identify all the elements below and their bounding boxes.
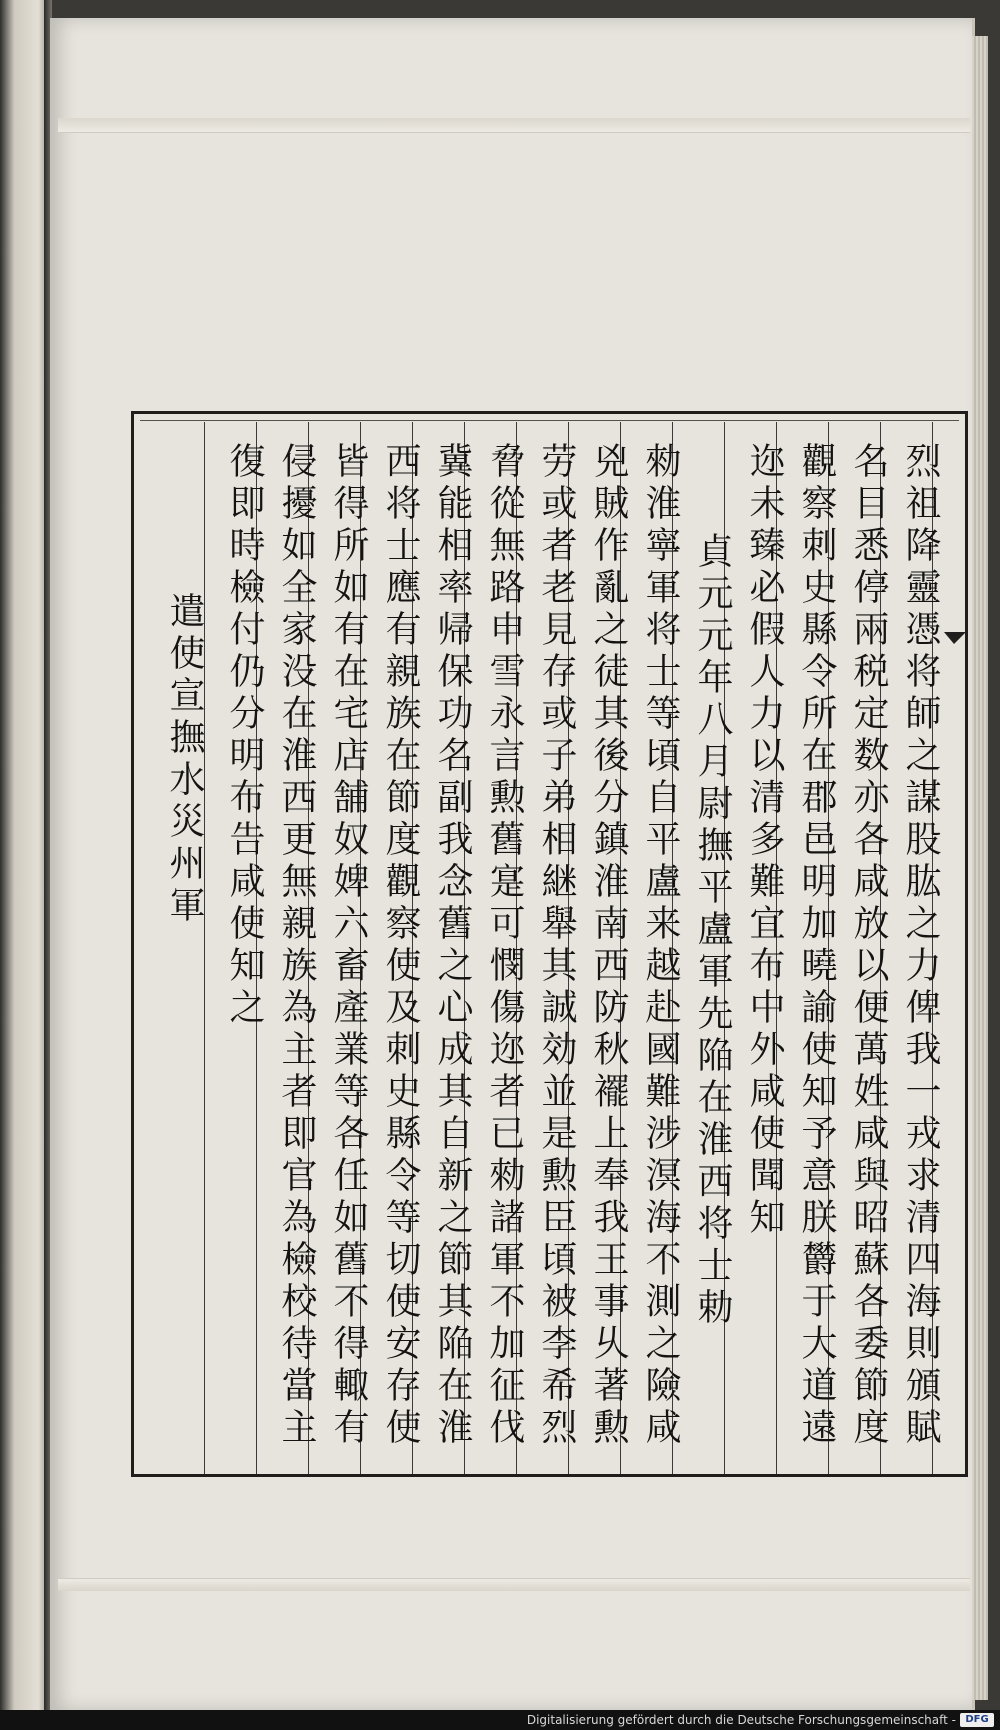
text-column-4: 迩未臻必假人力以清多難宜布中外咸使聞知	[744, 442, 785, 1240]
text-column-2: 名目悉停兩税定数亦各咸放以便萬姓咸與昭蘇各委節度	[848, 442, 889, 1450]
column-rule	[204, 422, 205, 1474]
text-frame	[131, 411, 968, 1477]
text-column-7: 兇賊作亂之徒其後分鎮淮南西防秋襬上奉我王事乆著勲	[588, 442, 629, 1450]
text-column-12: 皆得所如有在宅店舗奴婢六畜產業等各任如舊不得輙有	[328, 442, 369, 1450]
text-column-14: 復即時檢付仍分明布告咸使知之	[224, 442, 265, 1030]
facing-page-edge	[0, 0, 48, 1730]
text-column-5: 貞元元年八月尉撫平盧軍先陥在淮西将士勅	[692, 532, 733, 1330]
paper-seam-bottom	[58, 1578, 970, 1591]
dfg-logo: DFG	[960, 1713, 994, 1727]
footer-credit: Digitalisierung gefördert durch die Deutsche Forschungsgemeinschaft -	[526, 1713, 956, 1727]
text-column-10: 冀能相率帰保功名副我念舊之心成其自新之節其陥在淮	[432, 442, 473, 1450]
paper-seam-top	[58, 118, 970, 133]
fold-marker-icon	[944, 630, 968, 646]
text-column-9: 脅從無路申雪永言勲舊寔可憫傷迩者已勑諸軍不加征伐	[484, 442, 525, 1450]
text-column-1: 烈祖降靈憑将師之謀股肱之力俾我一戎求清四海則頒賦	[900, 442, 941, 1450]
digitization-footer	[0, 1710, 1000, 1730]
text-column-6: 勑淮寧軍将士等頃自平盧来越赴國難涉溟海不測之險咸	[640, 442, 681, 1450]
text-column-11: 西将士應有親族在節度觀察使及刺史縣令等切使安存使	[380, 442, 421, 1450]
text-column-8: 劳或者老見存或子弟相継舉其誠効並是勲臣頃被李希烈	[536, 442, 577, 1450]
text-column-13: 侵擾如全家没在淮西更無親族為主者即官為檢校待當主	[276, 442, 317, 1450]
text-column-15: 遣使宣撫水災州軍	[164, 592, 205, 928]
text-column-3: 觀察刺史縣令所在郡邑明加曉諭使知予意朕欝于大道遠	[796, 442, 837, 1450]
page-stack-edges	[972, 36, 988, 1700]
